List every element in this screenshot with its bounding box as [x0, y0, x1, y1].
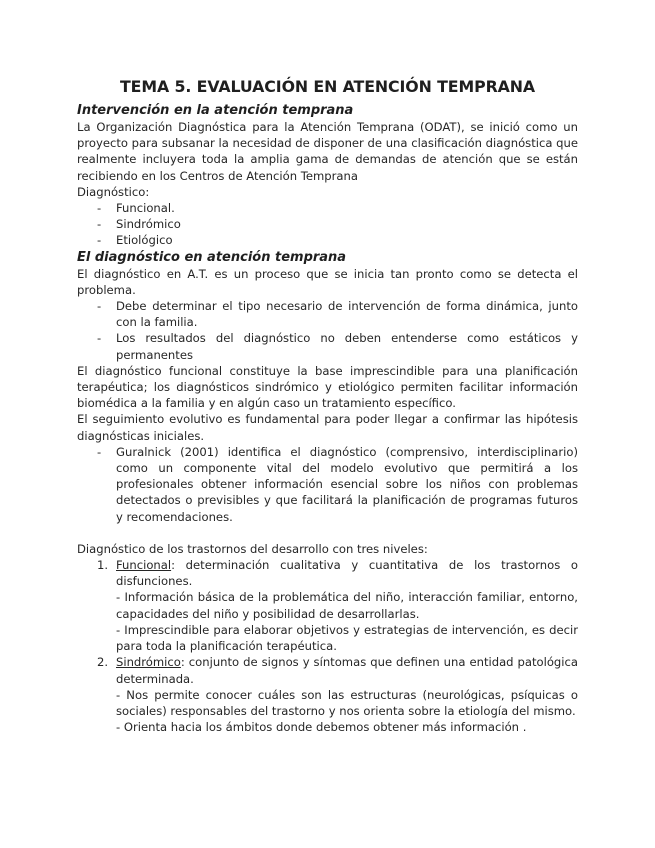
level-detail: - Imprescindible para elaborar objetivos y estrategias de intervención, es decir para toda la planificación terapéutica. — [116, 622, 578, 654]
level-item-funcional — [77, 557, 578, 654]
diagnostic-types-list — [77, 200, 578, 249]
level-term: Sindrómico — [116, 655, 181, 670]
page-title: TEMA 5. EVALUACIÓN EN ATENCIÓN TEMPRANA — [119, 77, 536, 96]
list-item: - Debe determinar el tipo necesario de intervención de forma dinámica, junto con la familia. — [77, 298, 578, 330]
levels-intro: Diagnóstico de los trastornos del desarrollo con tres niveles: — [77, 541, 428, 556]
item-number: 1. — [97, 558, 109, 573]
level-detail: - Orienta hacia los ámbitos donde debemos obtener más información . — [116, 720, 527, 735]
list-item: - Sindrómico — [77, 216, 578, 232]
seguimiento-paragraph: El seguimiento evolutivo es fundamental para poder llegar a confirmar las hipótesis diagnósticas iniciales. — [77, 412, 578, 443]
diagnostico-label: Diagnóstico: — [77, 184, 150, 199]
level-detail: - Nos permite conocer cuáles son las estructuras (neurológicas, psíquicas o sociales) responsables del trastorno y nos orienta sobre la etiología del mismo. — [116, 687, 578, 718]
list-item: - Funcional. — [77, 200, 578, 216]
item-number: 2. — [97, 655, 109, 670]
level-term: Funcional — [116, 558, 172, 573]
guralnick-list — [77, 444, 578, 525]
section-heading-intervencion: Intervención en la atención temprana — [77, 103, 354, 118]
level-definition: : conjunto de signos y síntomas que definen una entidad patológica determinada. — [116, 655, 578, 686]
spacer — [77, 525, 578, 541]
list-item: - Los resultados del diagnóstico no deben entenderse como estáticos y permanentes — [77, 330, 578, 362]
section-heading-diagnostico: El diagnóstico en atención temprana — [77, 249, 347, 265]
level-item-sindromico — [77, 654, 578, 735]
document-page — [77, 76, 578, 735]
level-detail: - Información básica de la problemática del niño, interacción familiar, entorno, capacidades del niño y posibilidad de desarrollarlas. — [116, 590, 578, 621]
odat-paragraph: La Organización Diagnóstica para la Atención Temprana (ODAT), se inició como un proyecto para subsanar la necesidad de disponer de una clasificación diagnóstica que realmente incluyera toda la amplia gama de demandas de atención que se están recibiendo en los Centros de Atención Temprana — [77, 120, 578, 183]
list-item: - Guralnick (2001) identifica el diagnóstico (comprensivo, interdisciplinario) como un componente vital del modelo evolutivo que permitirá a los profesionales obtener información esencial sobre los niños con problemas detectados o previsibles y que facilitará la planificación de programas futuros y recomendaciones. — [77, 444, 578, 525]
funcional-paragraph: El diagnóstico funcional constituye la base imprescindible para una planificación terapéutica; los diagnósticos sindrómico y etiológico permiten facilitar información biomédica a la familia y en algún caso un tratamiento específico. — [77, 363, 578, 411]
diagnostico-intro-paragraph: El diagnóstico en A.T. es un proceso que se inicia tan pronto como se detecta el problema. — [77, 266, 578, 297]
list-item: - Etiológico — [77, 232, 578, 248]
level-definition: : determinación cualitativa y cuantitativa de los trastornos o disfunciones. — [116, 558, 578, 589]
levels-list — [77, 557, 578, 735]
diagnostico-points-list — [77, 298, 578, 363]
